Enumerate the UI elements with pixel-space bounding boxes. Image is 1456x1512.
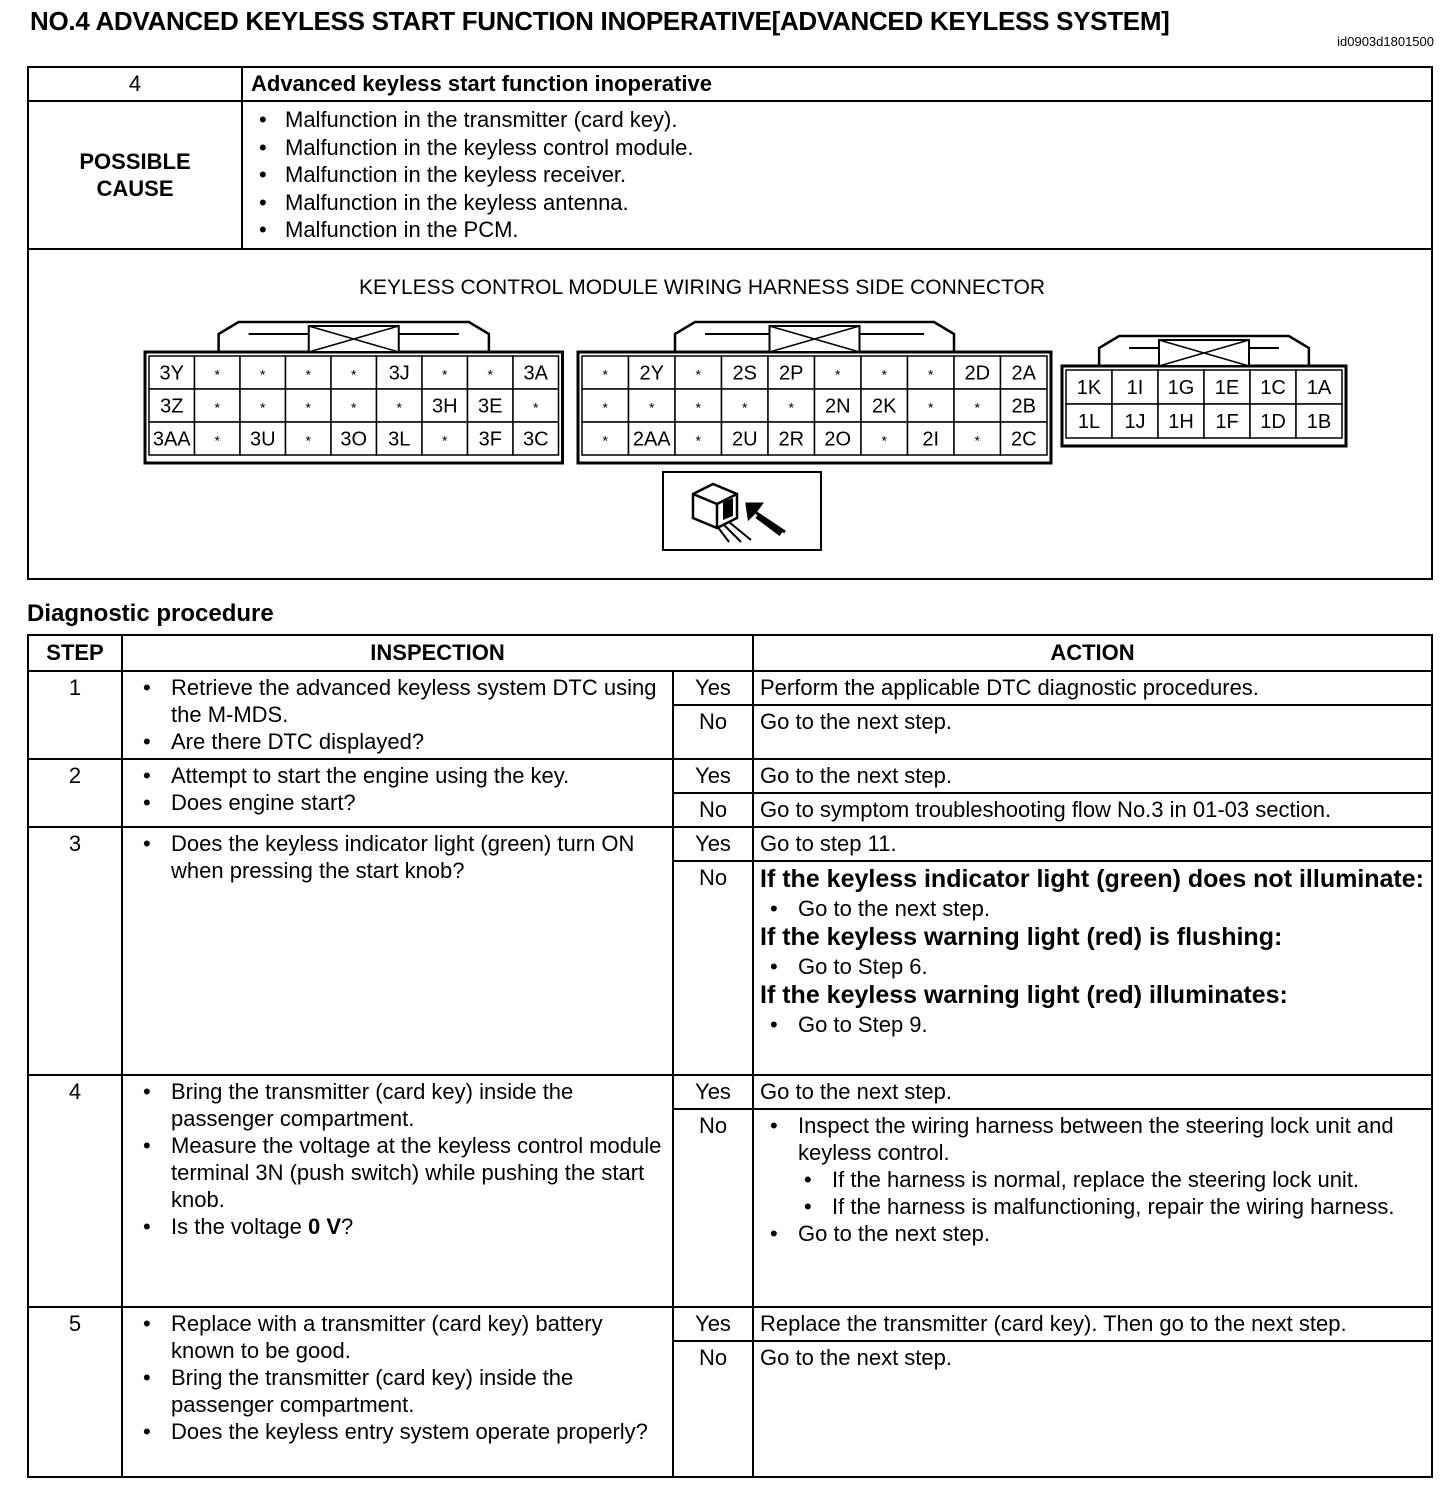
- inspection-item: • Does engine start?: [171, 789, 666, 816]
- pin-label: *: [260, 366, 266, 382]
- cause-item: • Malfunction in the transmitter (card key).: [285, 106, 1431, 134]
- step-number: 1: [28, 671, 122, 759]
- connector-plug-icon: [663, 472, 821, 550]
- pin-label: *: [487, 366, 493, 382]
- no-label: No: [673, 1109, 753, 1307]
- pin-label: *: [533, 399, 539, 415]
- pin-label: *: [602, 399, 608, 415]
- pin-label: *: [695, 366, 701, 382]
- connector-block-2: [578, 322, 1051, 463]
- pin-label: *: [260, 399, 266, 415]
- pin-label: 1I: [1126, 376, 1144, 399]
- pin-label: *: [881, 366, 887, 382]
- pin-label: 2O: [824, 428, 852, 450]
- condition-heading: If the keyless indicator light (green) does not illuminate:: [760, 865, 1424, 893]
- step-number: 3: [28, 827, 122, 1075]
- pin-label: *: [602, 432, 608, 448]
- action-item: • Go to Step 9.: [798, 1011, 1425, 1038]
- no-label: No: [673, 793, 753, 827]
- pin-label: 2I: [922, 428, 940, 450]
- pin-label: 1L: [1077, 410, 1101, 433]
- pin-label: 1E: [1214, 376, 1240, 399]
- pin-label: *: [305, 399, 311, 415]
- cause-item: • Malfunction in the keyless receiver.: [285, 161, 1431, 189]
- symptom-table: [27, 66, 1433, 580]
- pin-label: 3C: [522, 428, 549, 450]
- possible-label: POSSIBLE: [79, 148, 191, 174]
- pin-label: *: [695, 432, 701, 448]
- cause-item: • Malfunction in the PCM.: [285, 216, 1431, 244]
- pin-label: 3J: [388, 362, 410, 384]
- action-item: [798, 1112, 1425, 1220]
- pin-label: 1G: [1167, 376, 1195, 399]
- connector-blocks: [145, 322, 1346, 463]
- inspection-item: • Does the keyless indicator light (green) turn ON when pressing the start knob?: [171, 830, 666, 884]
- pin-label: *: [396, 399, 402, 415]
- condition-heading: If the keyless warning light (red) is flushing:: [760, 923, 1283, 951]
- yes-label: Yes: [673, 827, 753, 861]
- step-number: 5: [28, 1307, 122, 1477]
- action-yes: Perform the applicable DTC diagnostic procedures.: [753, 671, 1432, 705]
- pin-label: *: [974, 432, 980, 448]
- cause-item: • Malfunction in the keyless antenna.: [285, 189, 1431, 217]
- action-yes: Go to the next step.: [753, 759, 1432, 793]
- pin-label: 1F: [1215, 410, 1239, 433]
- possible-cause-list: [242, 101, 1432, 249]
- inspection-item: • Retrieve the advanced keyless system DTC using the M-MDS.: [171, 674, 666, 728]
- pin-label: *: [442, 366, 448, 382]
- table-row: [28, 1075, 1432, 1109]
- pin-label: *: [305, 366, 311, 382]
- inspection-item: [171, 1213, 666, 1240]
- pin-label: *: [881, 432, 887, 448]
- pin-label: 3A: [523, 362, 548, 384]
- pin-label: 2K: [872, 395, 897, 417]
- inspection-cell: [122, 1307, 673, 1477]
- pin-label: 2AA: [632, 428, 671, 450]
- action-no: Go to symptom troubleshooting flow No.3 in 01-03 section.: [753, 793, 1432, 827]
- condition-heading: If the keyless warning light (red) illuminates:: [760, 981, 1288, 1009]
- cause-item: • Malfunction in the keyless control module.: [285, 134, 1431, 162]
- yes-label: Yes: [673, 759, 753, 793]
- connector-block-3: [145, 322, 563, 463]
- pin-label: 2B: [1011, 395, 1036, 417]
- action-subitem: • If the harness is normal, replace the steering lock unit.: [832, 1166, 1425, 1193]
- pin-label: *: [928, 399, 934, 415]
- col-action: ACTION: [753, 635, 1432, 671]
- action-item: • Go to the next step.: [798, 895, 1425, 922]
- connector-title: KEYLESS CONTROL MODULE WIRING HARNESS SIDE CONNECTOR: [358, 275, 1046, 299]
- pin-label: 3Y: [159, 362, 184, 384]
- pin-label: *: [835, 366, 841, 382]
- pin-label: 1K: [1076, 376, 1102, 399]
- diagnostic-procedure-table: [27, 634, 1433, 1478]
- inspection-cell: [122, 827, 673, 1075]
- no-label: No: [673, 1341, 753, 1477]
- no-label: No: [673, 705, 753, 759]
- table-row: [28, 827, 1432, 861]
- inspection-text: ?: [341, 1214, 354, 1239]
- pin-label: 1A: [1306, 376, 1332, 399]
- pin-label: 2C: [1010, 428, 1037, 450]
- connector-block-1: [1062, 336, 1346, 446]
- voltage-value: 0 V: [307, 1214, 342, 1239]
- action-item: • Go to Step 6.: [798, 953, 1425, 980]
- action-text: Inspect the wiring harness between the steering lock unit and keyless control.: [798, 1113, 1394, 1165]
- pin-label: 3F: [478, 428, 502, 450]
- pin-label: 1D: [1260, 410, 1286, 433]
- action-yes: Go to step 11.: [753, 827, 1432, 861]
- inspection-cell: [122, 671, 673, 759]
- pin-label: 3O: [340, 428, 368, 450]
- cause-label: CAUSE: [96, 175, 174, 201]
- step-number: 2: [28, 759, 122, 827]
- symptom-title: Advanced keyless start function inoperative: [242, 67, 1432, 101]
- pin-label: *: [214, 366, 220, 382]
- pin-label: 3Z: [160, 395, 184, 417]
- procedure-heading: Diagnostic procedure: [27, 600, 274, 627]
- inspection-item: • Measure the voltage at the keyless control module terminal 3N (push switch) while pushing the start knob.: [171, 1132, 666, 1213]
- pin-label: 2A: [1011, 362, 1036, 384]
- pin-label: *: [214, 432, 220, 448]
- inspection-item: • Replace with a transmitter (card key) battery known to be good.: [171, 1310, 666, 1364]
- pin-label: *: [928, 366, 934, 382]
- pin-label: *: [214, 399, 220, 415]
- pin-label: 2U: [731, 428, 758, 450]
- inspection-item: • Bring the transmitter (card key) inside the passenger compartment.: [171, 1078, 666, 1132]
- pin-label: 3AA: [152, 428, 191, 450]
- step-number: 4: [28, 1075, 122, 1307]
- inspection-item: • Does the keyless entry system operate properly?: [171, 1418, 666, 1445]
- action-no: [753, 1109, 1432, 1307]
- pin-label: 1B: [1306, 410, 1332, 433]
- pin-label: 3H: [431, 395, 458, 417]
- action-yes: Replace the transmitter (card key). Then go to the next step.: [753, 1307, 1432, 1341]
- inspection-item: • Are there DTC displayed?: [171, 728, 666, 755]
- pin-label: 2N: [824, 395, 851, 417]
- yes-label: Yes: [673, 1075, 753, 1109]
- pin-label: *: [351, 366, 357, 382]
- pin-label: 2Y: [639, 362, 664, 384]
- inspection-cell: [122, 759, 673, 827]
- pin-label: *: [602, 366, 608, 382]
- inspection-cell: [122, 1075, 673, 1307]
- pin-label: 3U: [249, 428, 276, 450]
- page-title: NO.4 ADVANCED KEYLESS START FUNCTION INOPERATIVE[ADVANCED KEYLESS SYSTEM]: [30, 6, 1170, 36]
- table-row: [28, 671, 1432, 705]
- pin-label: *: [788, 399, 794, 415]
- document-id: id0903d1801500: [1337, 34, 1434, 49]
- pin-label: *: [742, 399, 748, 415]
- inspection-item: • Bring the transmitter (card key) inside the passenger compartment.: [171, 1364, 666, 1418]
- pin-label: *: [351, 399, 357, 415]
- yes-label: Yes: [673, 671, 753, 705]
- pin-label: *: [442, 432, 448, 448]
- col-inspection: INSPECTION: [122, 635, 753, 671]
- pin-label: *: [305, 432, 311, 448]
- pin-label: 2R: [778, 428, 805, 450]
- symptom-number: 4: [28, 67, 242, 101]
- possible-cause-label: [28, 101, 242, 249]
- table-row: [28, 1307, 1432, 1341]
- action-no: [753, 861, 1432, 1075]
- pin-label: 3E: [478, 395, 503, 417]
- pin-label: *: [695, 399, 701, 415]
- pin-label: 1J: [1124, 410, 1146, 433]
- pin-label: 2S: [732, 362, 757, 384]
- pin-label: *: [974, 399, 980, 415]
- pin-label: 3L: [388, 428, 411, 450]
- col-step: STEP: [28, 635, 122, 671]
- action-no: Go to the next step.: [753, 1341, 1432, 1477]
- pin-label: 2P: [779, 362, 804, 384]
- table-row: [28, 759, 1432, 793]
- pin-label: 2D: [964, 362, 991, 384]
- inspection-item: • Attempt to start the engine using the key.: [171, 762, 666, 789]
- yes-label: Yes: [673, 1307, 753, 1341]
- action-yes: Go to the next step.: [753, 1075, 1432, 1109]
- pin-label: 1C: [1260, 376, 1286, 399]
- inspection-text: Is the voltage: [171, 1214, 308, 1239]
- action-item: • Go to the next step.: [798, 1220, 1425, 1247]
- action-subitem: • If the harness is malfunctioning, repair the wiring harness.: [832, 1193, 1425, 1220]
- no-label: No: [673, 861, 753, 1075]
- pin-label: 1H: [1168, 410, 1194, 433]
- action-no: Go to the next step.: [753, 705, 1432, 759]
- pin-label: *: [649, 399, 655, 415]
- connector-diagram-cell: [28, 249, 1432, 579]
- connector-diagram: [29, 250, 1431, 578]
